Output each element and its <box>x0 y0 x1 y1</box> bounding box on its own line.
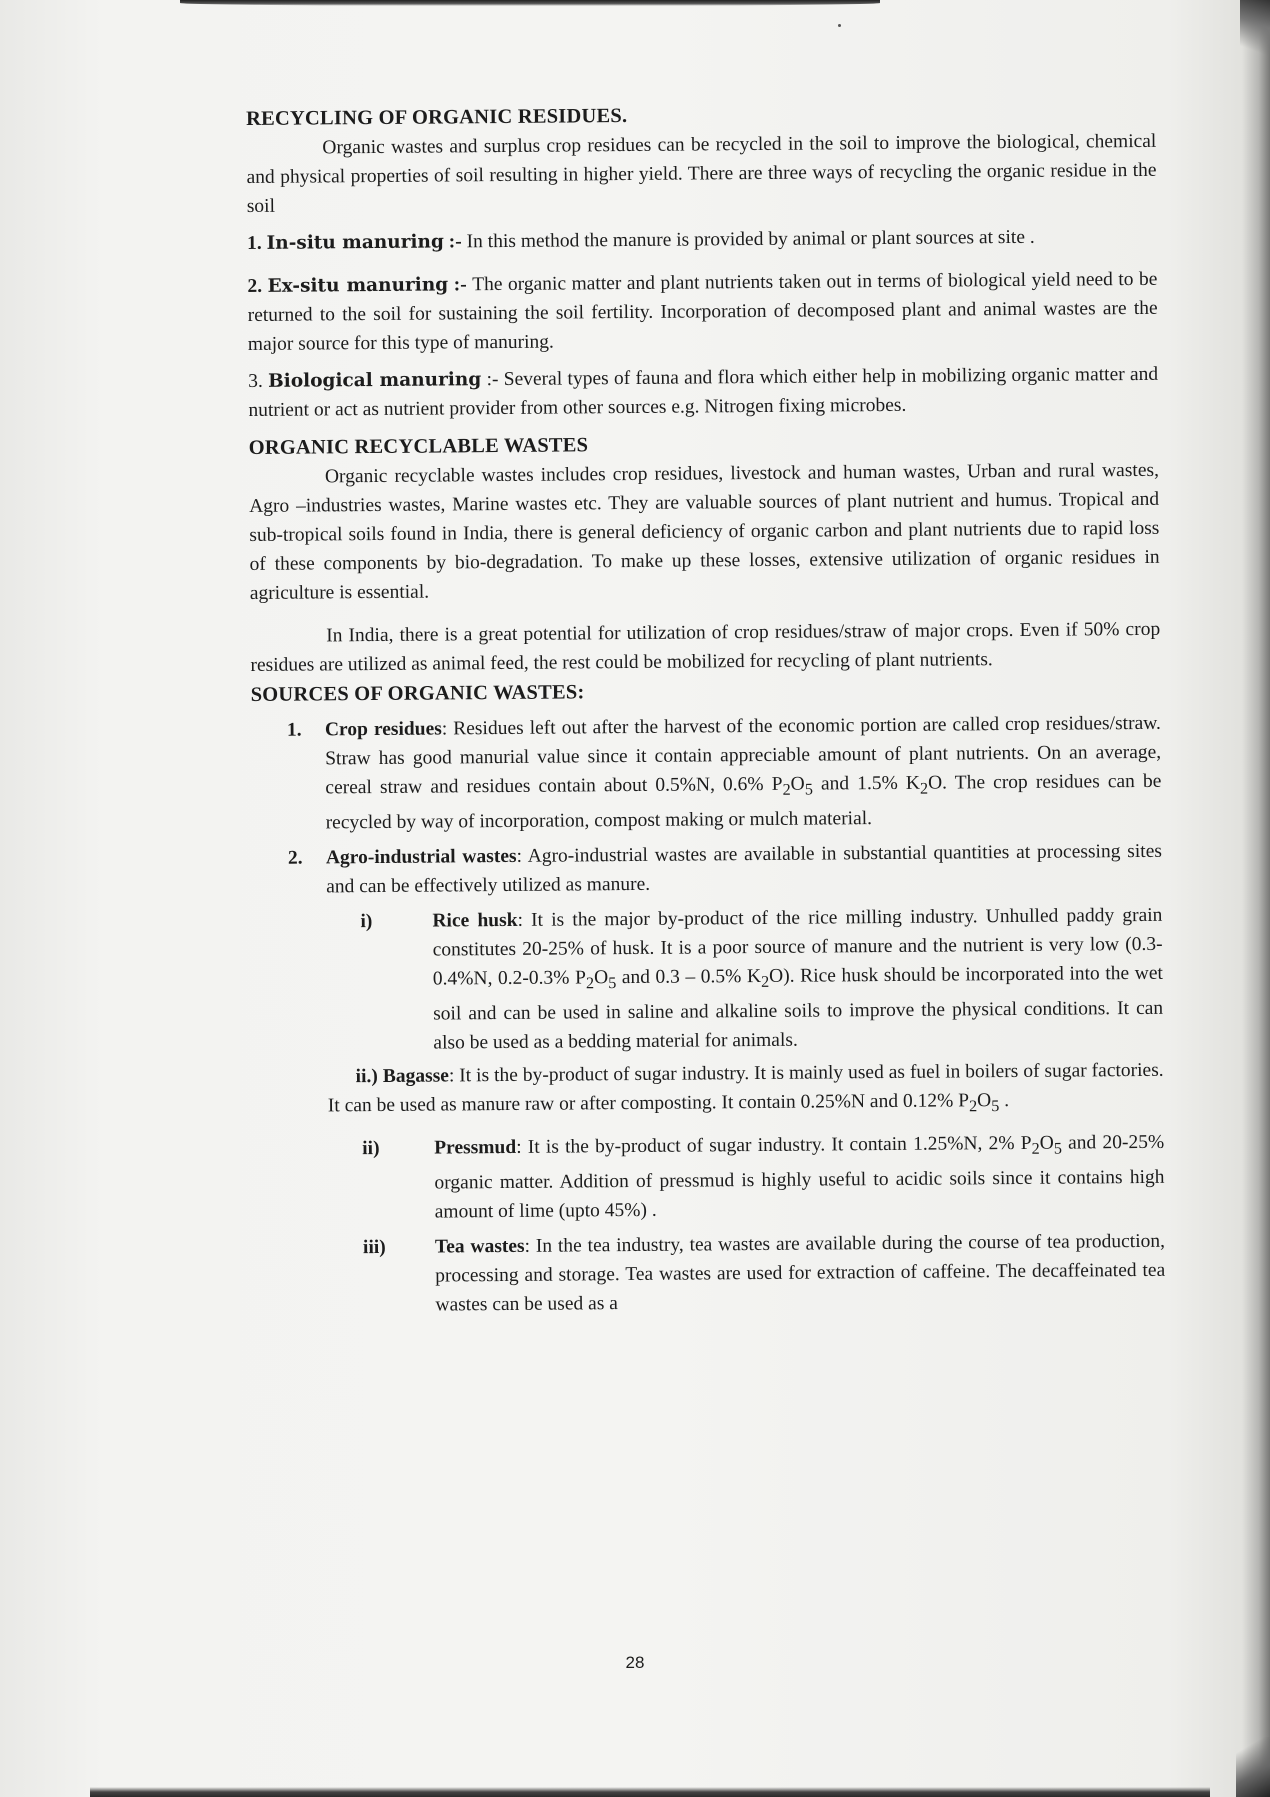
text-run: : It is the by-product of sugar industry. It is mainly used as fuel in boilers of sugar factories. It can be used as manure raw or after composting. It contain 0.25%N and 0.12% P <box>327 1059 1164 1117</box>
list-term: Crop residues <box>324 718 442 741</box>
text-run: O. The crop residues can be recycled by way of incorporation, compost making or mulch material. <box>325 770 1162 834</box>
subscript: 5 <box>1053 1139 1063 1158</box>
sublist-item-pressmud <box>362 1127 1165 1226</box>
sublist-item-rice-husk <box>360 901 1163 1058</box>
sublist-number: ii) <box>362 1137 380 1159</box>
text-run: O). Rice husk should be incorporated into the wet soil and can be used in saline and alkaline soils to improve the physical conditions. It can also be used as a bedding material for animals. <box>433 962 1164 1054</box>
text-run: O <box>790 773 805 795</box>
list-body <box>325 709 1162 837</box>
sublist-body <box>432 901 1163 1058</box>
method-text: The organic matter and plant nutrients taken out in terms of biological yield need to be returned to the soil for sustaining the soil fertility. Incorporation of decomposed plant and animal wastes are the major source for this type of manuring. <box>247 268 1158 355</box>
subscript: 2 <box>760 972 770 991</box>
list-number: 2. <box>287 847 303 869</box>
text-run: . <box>999 1089 1010 1111</box>
method-text: Several types of fauna and flora which either help in mobilizing organic matter and nutrient or act as nutrient provider from other sources e.g. Nitrogen fixing microbes. <box>248 363 1159 421</box>
intro-paragraph: Organic wastes and surplus crop residues can be recycled in the soil to improve the biological, chemical and physical properties of soil resulting in higher yield. There are three ways of recycling the organic residue in the soil <box>246 130 1157 217</box>
india-paragraph: In India, there is a great potential for utilization of crop residues/straw of major crops. Even if 50% crop residues are utilized as animal feed, the rest could be mobilized for recycling of plant nutrients. <box>250 618 1161 676</box>
sublist-item-bagasse <box>328 1056 1164 1126</box>
subscript: 2 <box>968 1096 978 1116</box>
subscript: 5 <box>991 1096 1000 1115</box>
text-run: and 0.3 – 0.5% K <box>616 965 762 989</box>
page-corner-bottom-right <box>1236 1737 1270 1797</box>
text-run: and 1.5% K <box>812 772 921 795</box>
sublist-body <box>435 1226 1166 1319</box>
page-right-shadow <box>1242 0 1270 1797</box>
heading-organic-recyclable-wastes: ORGANIC RECYCLABLE WASTES <box>248 434 589 459</box>
text-run: and 20-25% organic matter. Addition of pressmud is highly useful to acidic soils since it contains high amount of lime (upto 45%) . <box>434 1131 1165 1223</box>
method-term: In-situ manuring <box>266 231 444 254</box>
sublist-number: i) <box>360 910 373 933</box>
text-run: O <box>1039 1132 1054 1154</box>
list-item-crop-residues <box>287 709 1162 838</box>
method-biological <box>248 360 1158 425</box>
method-num: 2. <box>247 275 263 297</box>
list-term: Agro-industrial wastes <box>325 845 517 869</box>
subscript: 2 <box>585 974 595 993</box>
text-run: O <box>593 967 609 989</box>
list-number: 1. <box>286 719 302 741</box>
sublist-term: Rice husk <box>432 909 518 932</box>
method-term: Biological manuring <box>268 369 482 392</box>
subscript: 2 <box>1031 1139 1040 1158</box>
method-sep: :- <box>448 274 473 296</box>
text-run: : It is the by-product of sugar industry. It contain 1.25%N, 2% P <box>516 1132 1032 1158</box>
text-run: : Agro-industrial wastes are available in substantial quantities at processing sites and can be effectively utilized as manure. <box>326 840 1162 898</box>
sublist-item-tea-wastes <box>363 1226 1166 1319</box>
sublist-body <box>434 1127 1165 1226</box>
scan-speck <box>838 24 841 27</box>
sublist-term: Tea wastes <box>434 1235 525 1258</box>
method-in-situ <box>247 222 1157 258</box>
method-num: 1. <box>247 232 262 254</box>
subscript: 2 <box>919 779 929 798</box>
sublist-number: ii.) <box>355 1065 378 1087</box>
sublist-number: iii) <box>362 1236 386 1258</box>
text-run: : Residues left out after the harvest of the economic portion are called crop residues/straw. Straw has good manurial value since it contain appreciable amount of plant nutrients. On an average, cereal straw and residues contain about 0.5%N, 0.6% P <box>325 712 1162 799</box>
list-item-agro-industrial <box>288 837 1162 902</box>
recyclable-paragraph: Organic recyclable wastes includes crop residues, livestock and human wastes, Urban and rural wastes, Agro –industries wastes, Marine wastes etc. They are valuable sources of plant nutrient and humus. Tropical and sub-tropical soils found in India, there is general deficiency of organic carbon and plant nutrients due to rapid loss of these components by bio-degradation. To make up these losses, extensive utilization of organic residues in agriculture is essential. <box>249 459 1160 604</box>
method-ex-situ <box>247 265 1158 359</box>
method-num: 3. <box>248 370 263 392</box>
method-term: Ex-situ manuring <box>267 274 449 297</box>
subscript: 5 <box>608 973 617 992</box>
page-number: 28 <box>625 1653 645 1672</box>
sources-list <box>251 709 1166 1321</box>
method-sep: :- <box>443 231 467 253</box>
page-corner-top-right <box>1240 0 1270 60</box>
subscript: 5 <box>804 780 813 799</box>
list-body <box>326 837 1162 902</box>
method-text: In this method the manure is provided by animal or plant sources at site . <box>466 226 1035 253</box>
sublist-term: Pressmud <box>434 1136 517 1159</box>
page-content <box>246 97 1166 1321</box>
page-top-shadow <box>180 0 880 6</box>
text-run: : In the tea industry, tea wastes are available during the course of tea production, processing and storage. Tea wastes are used for extraction of caffeine. The decaffeinated tea wastes can be used as a <box>435 1230 1166 1316</box>
heading-recycling: RECYCLING OF ORGANIC RESIDUES. <box>246 105 628 130</box>
text-run: O <box>977 1089 992 1112</box>
text-run: : It is the major by-product of the rice milling industry. Unhulled paddy grain constitutes 20-25% of husk. It is a poor source of manure and the nutrient is very low (0.3-0.4%N, 0.2-0.3% P <box>432 904 1163 990</box>
method-sep: :- <box>481 368 504 391</box>
heading-sources: SOURCES OF ORGANIC WASTES: <box>250 681 585 706</box>
page-bottom-shadow <box>90 1787 1210 1797</box>
subscript: 2 <box>782 780 791 799</box>
sublist-term: Bagasse <box>382 1065 449 1087</box>
